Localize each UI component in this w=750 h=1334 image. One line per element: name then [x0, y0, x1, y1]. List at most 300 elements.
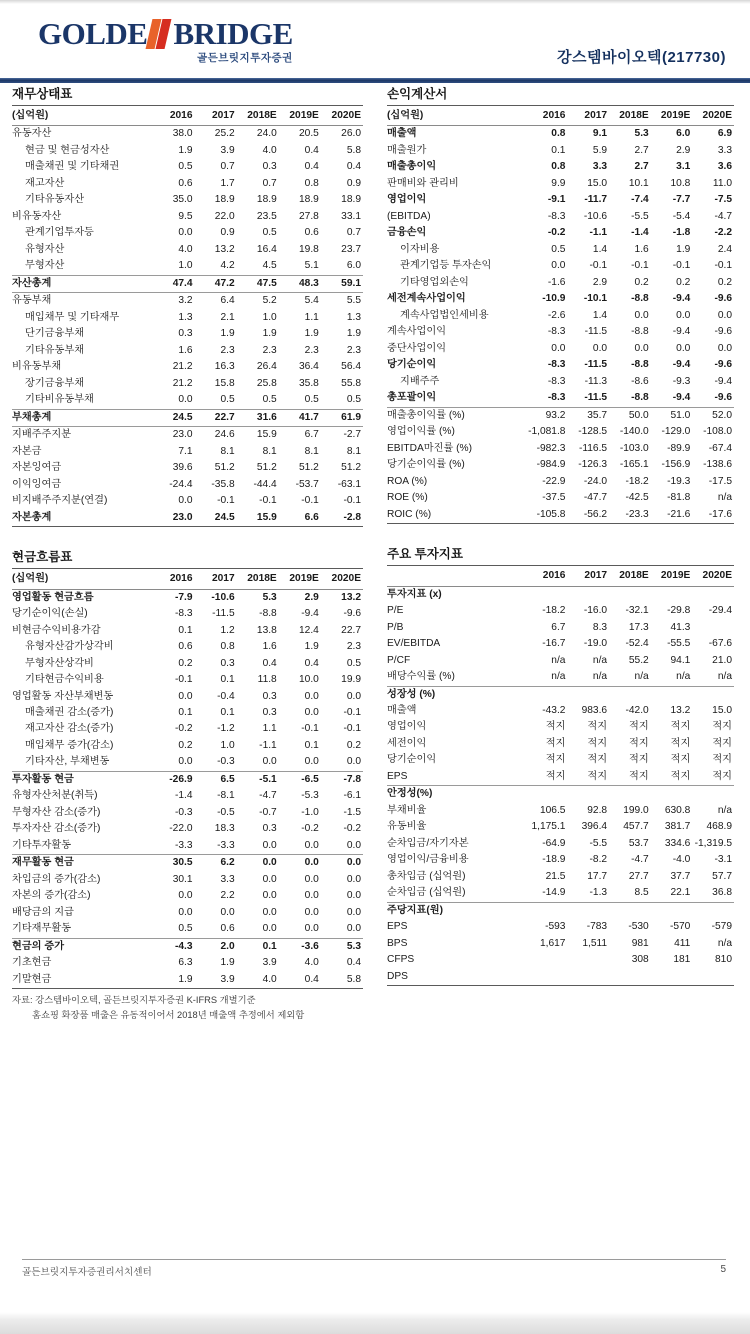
cell-2018E: 23.5	[256, 210, 277, 222]
income-statement-block	[387, 84, 734, 524]
row-label: P/E	[387, 605, 404, 617]
row-label: 기타재무활동	[12, 921, 152, 938]
cell-2016: 0.1	[551, 144, 566, 156]
cell-2017: 0.1	[220, 706, 235, 718]
cell-2017	[567, 969, 609, 986]
cell-2019E: 0.0	[279, 838, 321, 855]
cell-2017: 8.3	[592, 621, 608, 633]
cell-2018E	[609, 686, 651, 703]
cell-2017: -128.5	[578, 426, 608, 438]
unit-label: (십억원)	[12, 106, 152, 126]
unit-label	[387, 566, 526, 586]
cell-2020E: 0.9	[346, 177, 361, 189]
row-label: P/CF	[387, 654, 411, 666]
cell-2017: 1.9	[220, 328, 235, 340]
cell-2016: -8.3	[547, 359, 566, 371]
table-header-row	[387, 106, 734, 126]
row-label: 영업이익	[387, 721, 427, 733]
cell-2019E: -55.5	[667, 638, 691, 650]
cell-2016: -2.6	[547, 309, 566, 321]
row-label: 영업이익/금융비용	[387, 854, 469, 866]
cell-2018E: 8.5	[609, 885, 651, 902]
table-row	[387, 474, 734, 490]
cell-2018E: 4.0	[237, 972, 279, 989]
cell-2020E: 적지	[712, 754, 732, 766]
row-label: 순차입금 (십억원)	[387, 885, 526, 902]
cell-2016: 21.2	[172, 377, 193, 389]
table-row	[12, 689, 363, 705]
cell-2019E: 36.4	[299, 361, 319, 373]
cell-2017: 1.9	[220, 957, 235, 969]
table-row	[387, 374, 734, 390]
source-note-line1: 자료: 강스템바이오텍, 골든브릿지투자증권 K-IFRS 개별기준	[12, 995, 256, 1006]
row-label: 유동자산	[12, 128, 52, 140]
cell-2018E	[609, 786, 651, 803]
cell-2020E: -579	[711, 921, 732, 933]
cell-2019E: 6.0	[676, 128, 691, 140]
col-header-2020e: 2020E	[692, 106, 734, 126]
table-row	[12, 310, 363, 326]
col-header-2018e: 2018E	[237, 106, 279, 126]
cell-2016: -18.2	[542, 605, 566, 617]
cell-2017: 적지	[587, 754, 608, 766]
unit-label: (십억원)	[12, 569, 152, 589]
cell-2018E: 0.3	[262, 706, 277, 718]
cell-2017: -11.7	[584, 194, 608, 206]
cell-2017: n/a	[567, 669, 609, 686]
row-label: 배당수익률 (%)	[387, 669, 526, 686]
investment-indicators-table	[387, 565, 734, 986]
cell-2016: 0.2	[178, 739, 193, 751]
cell-2020E: -7.5	[714, 194, 732, 206]
cell-2019E: 0.0	[304, 890, 319, 902]
cell-2020E: -108.0	[703, 426, 732, 438]
cell-2016: 3.2	[178, 295, 193, 307]
cell-2017: -16.0	[583, 605, 608, 617]
table-row	[12, 209, 363, 225]
cell-2019E: 0.4	[304, 161, 319, 173]
cell-2018E: 16.4	[256, 243, 277, 255]
cell-2016	[526, 952, 568, 968]
table-row	[12, 788, 363, 804]
cell-2016: -3.3	[152, 838, 194, 855]
row-label: 자본금	[12, 445, 42, 457]
row-label: 현금 및 현금성자산	[25, 144, 110, 156]
table-row	[12, 905, 363, 921]
cell-2019E: -0.1	[672, 260, 691, 272]
table-row	[12, 872, 363, 888]
table-row	[387, 586, 734, 603]
row-label: 영업이익	[387, 194, 427, 206]
row-label: 투자자산 감소(증가)	[12, 823, 101, 835]
cell-2019E: n/a	[651, 669, 693, 686]
cell-2020E: 6.0	[346, 260, 361, 272]
footer-divider	[22, 1259, 726, 1260]
report-body	[0, 84, 750, 1043]
row-label: EV/EBITDA	[387, 638, 441, 650]
cell-2019E	[651, 786, 693, 803]
cell-2019E: 630.8	[664, 804, 691, 816]
table-row	[387, 176, 734, 192]
cell-2019E: 0.0	[304, 706, 319, 718]
table-row	[387, 258, 734, 274]
row-label: 비유동자산	[12, 210, 62, 222]
cell-2018E: -4.7	[259, 790, 277, 802]
cell-2016: 1.9	[152, 972, 194, 989]
cell-2018E: -1.4	[631, 227, 649, 239]
cell-2017: -11.5	[584, 359, 608, 371]
cell-2020E: -6.1	[343, 790, 361, 802]
table-row	[12, 176, 363, 192]
cell-2016: 21.2	[172, 361, 193, 373]
cell-2020E: 1.3	[346, 311, 361, 323]
cell-2020E: 0.4	[346, 161, 361, 173]
cell-2018E: -0.1	[259, 495, 277, 507]
cell-2017: 0.0	[220, 906, 235, 918]
cell-2017: -10.1	[583, 293, 608, 305]
cell-2020E: 0.5	[346, 657, 361, 669]
cell-2019E: -9.4	[672, 359, 691, 371]
row-label: 비지배주주지분(연결)	[12, 495, 108, 507]
cell-2017: -1.2	[217, 723, 235, 735]
cell-2018E: 0.3	[262, 690, 277, 702]
cell-2019E: -5.4	[672, 210, 691, 222]
cell-2019E: -156.9	[661, 459, 691, 471]
row-label: 이익잉여금	[12, 478, 62, 490]
cell-2018E: 1.0	[262, 311, 277, 323]
cell-2018E: 5.3	[634, 128, 649, 140]
cell-2020E: 6.9	[717, 128, 732, 140]
table-row	[387, 703, 734, 719]
cell-2018E: 308	[631, 954, 649, 966]
cell-2020E: 0.0	[346, 690, 361, 702]
balance-sheet-block	[12, 84, 363, 527]
cell-2017: 1.2	[220, 624, 235, 636]
cell-2019E: 3.1	[676, 161, 691, 173]
cell-2017: 92.8	[587, 804, 608, 816]
cell-2019E: 27.8	[299, 210, 319, 222]
cell-2020E: 3.6	[717, 161, 732, 173]
cell-2020E: -1.5	[343, 806, 361, 818]
investment-indicators-title: 주요 투자지표	[387, 547, 463, 562]
row-label: 기초현금	[12, 957, 52, 969]
cell-2017: 2.3	[220, 344, 235, 356]
cell-2019E: 10.8	[670, 177, 691, 189]
table-row	[387, 919, 734, 935]
cell-2018E: 5.2	[262, 295, 277, 307]
cell-2020E	[692, 686, 734, 703]
table-row	[387, 441, 734, 457]
cell-2020E: -2.2	[714, 227, 732, 239]
cell-2016: -0.3	[174, 806, 193, 818]
table-row	[12, 855, 363, 872]
table-row	[12, 721, 363, 737]
table-row	[12, 392, 363, 409]
cell-2018E: 적지	[629, 721, 649, 733]
table-row	[12, 477, 363, 493]
col-header-2020e: 2020E	[321, 106, 363, 126]
source-note	[12, 993, 363, 1023]
table-row	[12, 589, 363, 606]
cell-2018E: 0.1	[262, 940, 277, 952]
cell-2017: 47.2	[195, 275, 237, 292]
cell-2018E: 10.1	[628, 177, 649, 189]
cell-2018E: -8.8	[259, 608, 277, 620]
row-label: 투자지표 (x)	[387, 588, 442, 600]
row-label: 부채비율	[387, 804, 427, 816]
cell-2017: 18.3	[214, 823, 235, 835]
cell-2018E: 4.0	[262, 144, 277, 156]
source-note-line2: 홈쇼핑 화장품 매출은 유동적이어서 2018년 매출액 추정에서 제외함	[32, 1010, 305, 1021]
cell-2016: 0.6	[178, 641, 193, 653]
cell-2020E: -9.6	[692, 390, 734, 407]
cell-2018E: 24.0	[256, 128, 277, 140]
cell-2020E: 57.7	[712, 870, 732, 882]
cell-2016: 23.0	[152, 510, 194, 527]
row-label: 유형자산감가상각비	[25, 641, 114, 653]
row-label: 매출총이익률 (%)	[387, 409, 465, 421]
table-header-row	[12, 106, 363, 126]
table-row	[387, 390, 734, 407]
cell-2018E: 0.7	[262, 177, 277, 189]
row-label: 계속사업법인세비용	[400, 309, 489, 321]
cell-2019E: 적지	[670, 737, 691, 749]
page-header	[0, 4, 750, 82]
cell-2017: 22.7	[195, 409, 237, 426]
cell-2016: 0.8	[551, 128, 566, 140]
row-label: 재고자산 감소(증가)	[25, 723, 114, 735]
investment-indicators-head	[387, 566, 734, 586]
cell-2019E: 51.0	[670, 409, 691, 421]
table-row	[387, 308, 734, 324]
row-label: EPS	[387, 769, 526, 786]
table-row	[387, 192, 734, 208]
table-row	[387, 159, 734, 175]
cell-2018E: -8.8	[631, 293, 649, 305]
cell-2018E: 15.9	[256, 429, 277, 441]
cell-2018E: 8.1	[262, 445, 277, 457]
table-row	[12, 460, 363, 476]
table-row	[387, 357, 734, 373]
cell-2018E: -4.7	[631, 854, 649, 866]
table-row	[387, 324, 734, 340]
col-header-2019e: 2019E	[651, 566, 693, 586]
cell-2017: -47.7	[583, 492, 608, 504]
row-label: 매출액	[387, 704, 417, 716]
row-label: 안정성(%)	[387, 788, 433, 800]
cell-2019E: -53.7	[295, 478, 319, 490]
row-label: 매입채무 증가(감소)	[25, 739, 114, 751]
cell-2017: -56.2	[567, 507, 609, 524]
cell-2020E	[692, 786, 734, 803]
logo-text-right: BRIDGE	[173, 16, 293, 51]
table-row	[12, 510, 363, 527]
cell-2020E: -0.1	[714, 260, 732, 272]
cell-2020E: 1.9	[346, 328, 361, 340]
cell-2020E: 52.0	[712, 409, 732, 421]
table-row	[12, 376, 363, 392]
cell-2020E: -2.7	[343, 429, 361, 441]
cell-2017: 0.9	[220, 227, 235, 239]
cell-2018E: 0.0	[237, 754, 279, 771]
table-row	[387, 225, 734, 241]
cell-2016	[526, 686, 568, 703]
cell-2016: 적지	[526, 769, 568, 786]
cell-2019E: 411	[674, 937, 691, 949]
row-label: 계속사업이익	[387, 326, 447, 338]
cell-2016: 0.0	[551, 342, 566, 354]
cell-2016: 0.0	[551, 260, 566, 272]
row-label: 비유동부채	[12, 361, 62, 373]
row-label: 금융손익	[387, 227, 427, 239]
row-label: 총포괄이익	[387, 390, 526, 407]
cell-2019E: 0.4	[304, 144, 319, 156]
cell-2017: 24.5	[195, 510, 237, 527]
table-row	[387, 902, 734, 919]
cell-2017: 0.0	[592, 342, 608, 354]
cell-2020E	[692, 969, 734, 986]
cell-2017: -1.3	[567, 885, 609, 902]
cell-2020E: 0.2	[346, 739, 361, 751]
balance-sheet-table	[12, 105, 363, 527]
cell-2019E: -89.9	[667, 442, 691, 454]
cell-2017	[567, 902, 609, 919]
cell-2016: -105.8	[526, 507, 568, 524]
cell-2019E: 41.3	[670, 621, 691, 633]
cell-2019E: 0.4	[304, 657, 319, 669]
cell-2020E: 8.1	[346, 445, 361, 457]
cell-2018E: 981	[631, 937, 649, 949]
cell-2017: 18.9	[214, 194, 235, 206]
cell-2020E: n/a	[717, 492, 732, 504]
cell-2017	[567, 686, 609, 703]
cell-2016: 적지	[545, 754, 566, 766]
col-header-2016: 2016	[526, 566, 568, 586]
cell-2019E: -3.6	[301, 940, 319, 952]
cell-2017: 1.4	[592, 309, 608, 321]
cell-2019E: 181	[673, 954, 691, 966]
row-label: 순차입금/자기자본	[387, 837, 469, 849]
cell-2016: 1,617	[539, 937, 566, 949]
table-row	[12, 225, 363, 241]
cell-2019E: 1.1	[304, 311, 319, 323]
table-row	[12, 805, 363, 821]
row-label: 비현금수익비용가감	[12, 624, 101, 636]
table-row	[12, 444, 363, 460]
row-label: 기타자산, 부채변동	[12, 754, 152, 771]
cell-2016: -1.6	[547, 276, 566, 288]
balance-sheet-head	[12, 106, 363, 126]
table-row	[12, 343, 363, 359]
cell-2019E: -9.4	[301, 608, 319, 620]
cell-2018E: 0.0	[237, 838, 279, 855]
cell-2018E	[609, 969, 651, 986]
table-row	[387, 952, 734, 968]
row-label: 유형자산	[25, 243, 65, 255]
row-label: DPS	[387, 969, 526, 986]
cell-2020E: 적지	[712, 721, 732, 733]
row-label: 당기순이익률 (%)	[387, 459, 465, 471]
cell-2019E: -4.0	[672, 854, 691, 866]
table-row	[12, 293, 363, 310]
row-label: 당기순이익(손실)	[12, 608, 88, 620]
cell-2020E: 810	[715, 954, 732, 966]
cell-2017	[567, 586, 609, 603]
table-row	[387, 885, 734, 902]
cell-2017: 5.9	[592, 144, 608, 156]
balance-sheet-title: 재무상태표	[12, 87, 73, 101]
row-label: 현금의 증가	[12, 940, 65, 952]
cell-2020E: 0.5	[346, 394, 361, 406]
cell-2016: 0.5	[551, 243, 566, 255]
cell-2020E: 5.5	[346, 295, 361, 307]
cell-2019E: -0.1	[301, 723, 319, 735]
cell-2018E: 1.1	[262, 723, 277, 735]
cell-2017: -783	[586, 921, 608, 933]
cell-2017: 0.7	[220, 161, 235, 173]
cell-2020E: 적지	[692, 769, 734, 786]
table-row	[12, 888, 363, 904]
row-label: 세전계속사업이익	[387, 293, 466, 305]
cell-2016: 4.0	[178, 243, 193, 255]
cell-2020E: 0.0	[717, 309, 732, 321]
row-label: EPS	[387, 921, 408, 933]
investment-indicators-block	[387, 544, 734, 986]
cell-2020E: 61.9	[321, 409, 363, 426]
table-row	[12, 972, 363, 989]
cash-flow-block	[12, 547, 363, 1023]
cell-2020E: 0.0	[346, 873, 361, 885]
cell-2017: 25.2	[214, 128, 235, 140]
cell-2017: 1.7	[220, 177, 235, 189]
cell-2019E: 2.9	[676, 144, 691, 156]
cell-2016: 0.5	[178, 161, 193, 173]
table-row	[12, 639, 363, 655]
cell-2018E: 0.5	[262, 394, 277, 406]
cell-2019E: 6.6	[279, 510, 321, 527]
cell-2016: -0.2	[174, 723, 193, 735]
cell-2016: 0.0	[178, 495, 193, 507]
row-label: ROIC (%)	[387, 507, 526, 524]
cell-2017: 51.2	[214, 462, 235, 474]
cell-2019E: 6.7	[304, 429, 319, 441]
table-row	[12, 656, 363, 672]
cell-2019E: 12.4	[299, 624, 319, 636]
cell-2016: 0.0	[178, 394, 193, 406]
table-row	[387, 603, 734, 619]
cell-2020E: 13.2	[341, 591, 361, 603]
cell-2019E: 0.0	[676, 309, 691, 321]
cell-2017: 적지	[567, 769, 609, 786]
cell-2019E: -0.1	[301, 495, 319, 507]
cell-2018E: 3.9	[262, 957, 277, 969]
cell-2019E: 0.0	[676, 342, 691, 354]
row-label: 무형자산상각비	[25, 657, 94, 669]
cell-2020E: -17.6	[692, 507, 734, 524]
cell-2017: -116.5	[578, 442, 608, 454]
table-header-row	[387, 566, 734, 586]
row-label: 주당지표(원)	[387, 904, 443, 916]
cell-2018E: -42.5	[625, 492, 649, 504]
cell-2019E: -1.0	[301, 806, 319, 818]
cell-2018E: -8.8	[609, 390, 651, 407]
left-column	[0, 84, 375, 1043]
cell-2017: 0.1	[220, 674, 235, 686]
cell-2016: -8.3	[174, 608, 193, 620]
row-label: 기타현금수익비용	[25, 674, 104, 686]
cell-2019E: -81.8	[667, 492, 691, 504]
cell-2017: 3.3	[592, 161, 608, 173]
